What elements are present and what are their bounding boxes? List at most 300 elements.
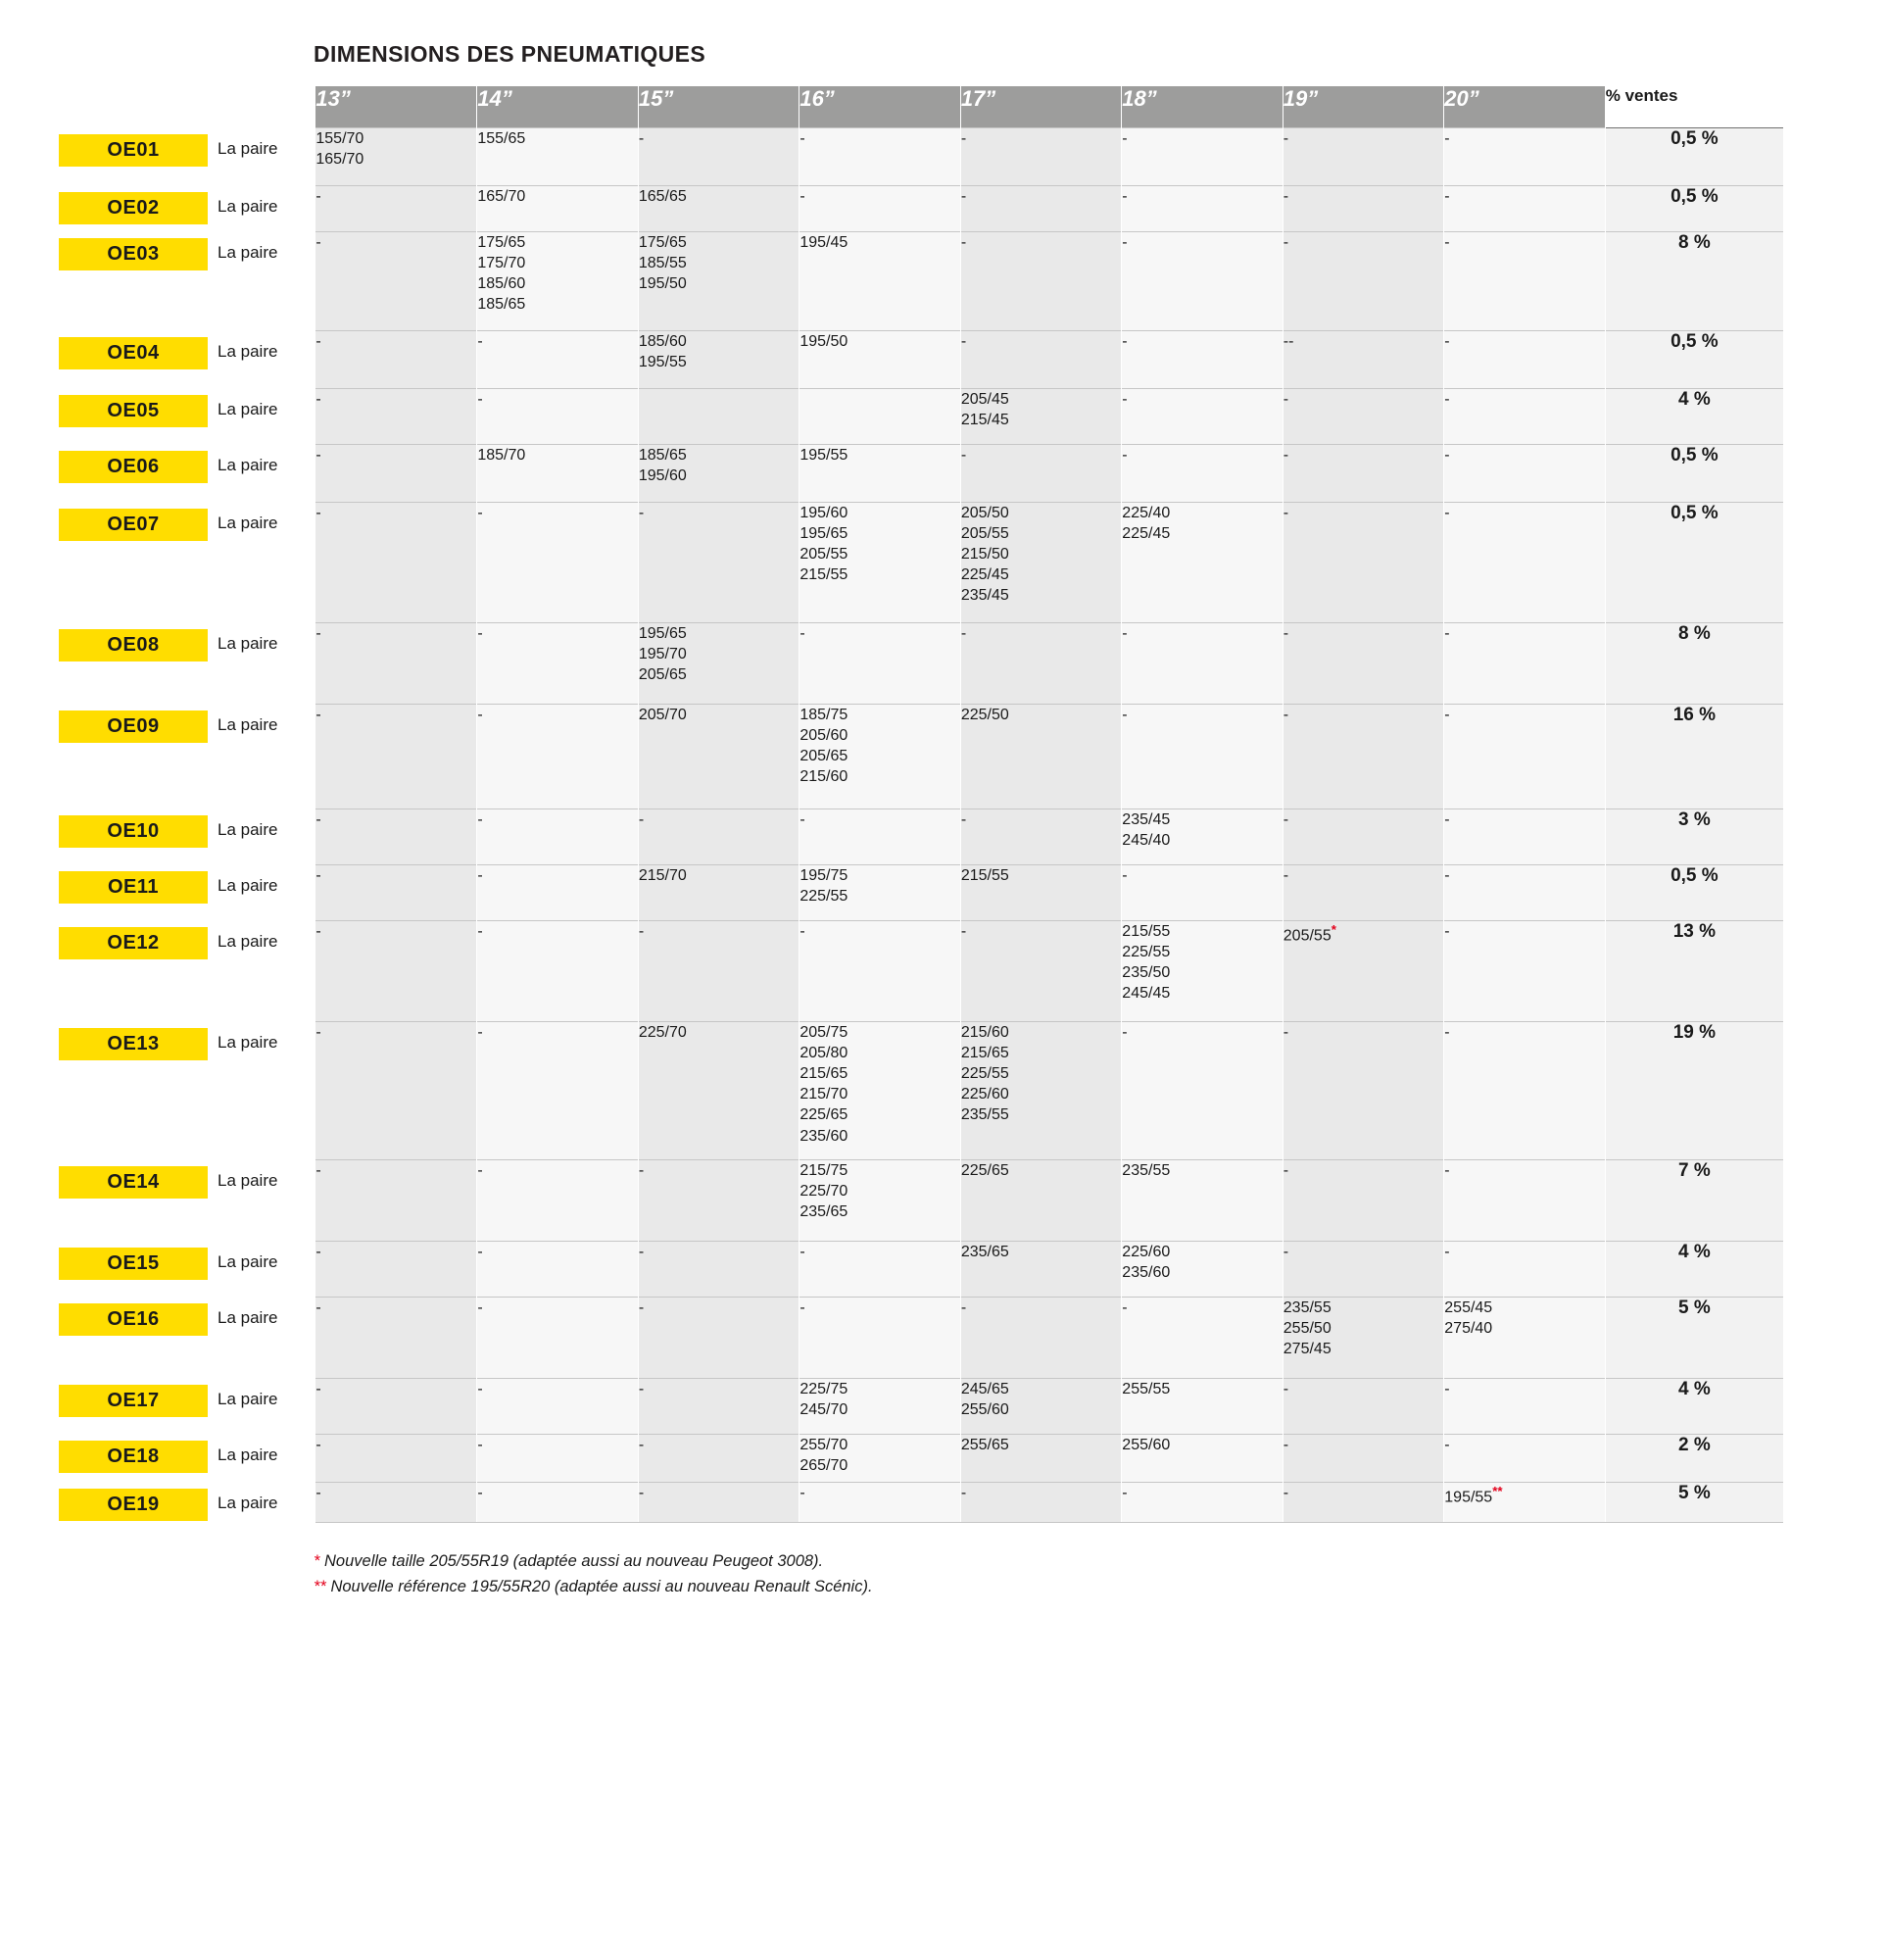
header-size-17: 17” [960, 86, 1121, 128]
size-cell [315, 1160, 476, 1242]
size-value: 265/70 [799, 1457, 848, 1475]
size-value: - [960, 234, 967, 251]
size-value: - [960, 1299, 967, 1316]
oe-code-badge: OE12 [59, 927, 208, 959]
size-cell [1283, 623, 1443, 705]
size-value: 225/70 [799, 1183, 848, 1200]
size-cell [1122, 389, 1283, 445]
size-cell [477, 705, 638, 809]
pair-label: La paire [218, 1170, 278, 1190]
size-value: - [638, 1437, 645, 1453]
size-cell [960, 921, 1121, 1022]
size-value: 225/75 [799, 1381, 848, 1397]
oe-code-badge: OE08 [59, 629, 208, 662]
size-cell [315, 623, 476, 705]
row-label-cell [59, 1298, 315, 1379]
size-value: 255/45 [1444, 1299, 1493, 1316]
table-row [59, 1483, 1783, 1523]
size-value: - [960, 333, 967, 350]
size-value: - [960, 923, 967, 940]
table-row [59, 1435, 1783, 1483]
row-label-cell [59, 1160, 315, 1242]
pair-label: La paire [218, 875, 278, 895]
percent-sales-cell: 0,5 % [1605, 503, 1783, 623]
size-value: - [638, 130, 645, 147]
pair-label: La paire [218, 714, 278, 734]
size-value: 195/45 [799, 234, 848, 251]
size-cell [638, 232, 799, 331]
size-value: - [1444, 505, 1450, 521]
pair-label: La paire [218, 931, 278, 951]
header-size-15: 15” [638, 86, 799, 128]
size-cell [1283, 232, 1443, 331]
size-value: - [1444, 130, 1450, 147]
table-row [59, 389, 1783, 445]
size-cell [1283, 1160, 1443, 1242]
size-cell [960, 1022, 1121, 1160]
size-value: - [1283, 625, 1289, 642]
size-cell [960, 865, 1121, 921]
table-header [59, 86, 1783, 128]
size-value: - [477, 1299, 483, 1316]
table-row [59, 1379, 1783, 1435]
pair-label: La paire [218, 341, 278, 361]
size-cell [315, 705, 476, 809]
size-value: - [1122, 447, 1128, 464]
size-value: 205/65 [799, 748, 848, 765]
size-value: 225/55 [1122, 944, 1171, 961]
row-label-group [59, 503, 315, 541]
pair-label: La paire [218, 1389, 278, 1408]
size-value: - [799, 923, 805, 940]
size-cell [315, 1483, 476, 1523]
row-label-group [59, 331, 315, 369]
size-cell [960, 389, 1121, 445]
size-value: - [799, 1485, 805, 1501]
size-cell [1444, 186, 1605, 232]
percent-sales-cell: 4 % [1605, 389, 1783, 445]
footnote-2-text: Nouvelle référence 195/55R20 (adaptée aussi au nouveau Renault Scénic). [330, 1578, 873, 1596]
size-cell [1283, 705, 1443, 809]
pair-label: La paire [218, 138, 278, 158]
size-value: 225/55 [960, 1065, 1009, 1083]
size-value: - [1444, 1244, 1450, 1260]
size-value: - [1283, 1381, 1289, 1397]
size-value: - [315, 1162, 321, 1179]
size-cell [477, 1242, 638, 1298]
size-value: 205/65 [638, 666, 687, 684]
size-value: 185/60 [638, 333, 687, 350]
size-value: 215/45 [960, 412, 1009, 429]
size-cell [799, 705, 960, 809]
percent-sales-cell: 0,5 % [1605, 331, 1783, 389]
size-value: - [477, 1024, 483, 1041]
size-value: - [1444, 447, 1450, 464]
oe-code-badge: OE10 [59, 815, 208, 848]
size-value: - [1283, 505, 1289, 521]
size-value: 235/45 [960, 587, 1009, 605]
row-label-group [59, 921, 315, 959]
header-size-20: 20” [1444, 86, 1605, 128]
size-cell [1122, 1435, 1283, 1483]
size-value: 215/65 [960, 1045, 1009, 1062]
size-value: 195/55** [1444, 1484, 1503, 1506]
size-cell [1283, 1435, 1443, 1483]
size-cell [1444, 445, 1605, 503]
size-value: - [1122, 625, 1128, 642]
size-cell [1122, 1022, 1283, 1160]
table-row [59, 232, 1783, 331]
size-value: - [960, 811, 967, 828]
size-cell [1122, 128, 1283, 186]
size-cell [1444, 705, 1605, 809]
table-body [59, 128, 1783, 1523]
size-value: 225/70 [638, 1024, 687, 1041]
size-value: - [477, 1437, 483, 1453]
size-cell [638, 186, 799, 232]
size-value: - [315, 867, 321, 884]
size-cell [960, 1298, 1121, 1379]
size-value: 195/65 [799, 525, 848, 543]
size-cell [1283, 865, 1443, 921]
size-cell [799, 186, 960, 232]
oe-code-badge: OE04 [59, 337, 208, 369]
size-value: - [477, 625, 483, 642]
table-row [59, 1160, 1783, 1242]
percent-sales-cell: 5 % [1605, 1298, 1783, 1379]
size-value: 205/75 [799, 1024, 848, 1041]
size-cell [960, 1483, 1121, 1523]
table-row [59, 705, 1783, 809]
size-cell [638, 623, 799, 705]
size-value: 215/50 [960, 546, 1009, 564]
size-value: - [477, 1381, 483, 1397]
size-cell [638, 865, 799, 921]
size-value: 275/45 [1283, 1341, 1332, 1358]
size-cell [477, 1379, 638, 1435]
size-value: 235/55 [1283, 1299, 1332, 1316]
size-value: 255/60 [960, 1401, 1009, 1419]
size-cell [799, 232, 960, 331]
row-label-cell [59, 445, 315, 503]
size-cell [638, 809, 799, 865]
size-cell [960, 623, 1121, 705]
size-cell [1122, 186, 1283, 232]
size-value: - [799, 188, 805, 205]
size-value: 195/50 [799, 333, 848, 350]
size-value: - [960, 1485, 967, 1501]
size-cell [477, 503, 638, 623]
size-value: 245/70 [799, 1401, 848, 1419]
size-value: - [1122, 130, 1128, 147]
row-label-group [59, 232, 315, 270]
oe-code-badge: OE15 [59, 1248, 208, 1280]
size-cell [315, 331, 476, 389]
size-value: 255/50 [1283, 1320, 1332, 1338]
size-cell [960, 1242, 1121, 1298]
size-cell [799, 503, 960, 623]
oe-code-badge: OE02 [59, 192, 208, 224]
size-value: 255/55 [1122, 1381, 1171, 1397]
size-cell [1283, 331, 1443, 389]
size-cell [1283, 503, 1443, 623]
size-value: 155/65 [477, 130, 526, 147]
footnote-2-marker: ** [314, 1578, 326, 1596]
size-value: 195/65 [638, 625, 687, 642]
size-cell [1444, 503, 1605, 623]
size-value: - [1444, 391, 1450, 408]
row-label-cell [59, 705, 315, 809]
size-cell [799, 623, 960, 705]
size-cell [799, 1242, 960, 1298]
size-value: - [1122, 234, 1128, 251]
percent-sales-cell: 8 % [1605, 623, 1783, 705]
size-value: 225/50 [960, 707, 1009, 723]
size-value: - [1444, 1381, 1450, 1397]
size-value: 195/60 [799, 505, 848, 521]
footnote-1-marker: * [314, 1552, 320, 1570]
size-value: 205/55 [960, 525, 1009, 543]
size-value: 215/55 [1122, 923, 1171, 940]
size-cell [1444, 1435, 1605, 1483]
size-value: - [1283, 130, 1289, 147]
size-cell [1444, 389, 1605, 445]
size-cell [638, 1483, 799, 1523]
row-label-group [59, 809, 315, 848]
size-cell [638, 1298, 799, 1379]
row-label-cell [59, 1483, 315, 1523]
size-cell [1283, 921, 1443, 1022]
size-value: 195/50 [638, 275, 687, 293]
row-label-cell [59, 865, 315, 921]
percent-sales-cell: 19 % [1605, 1022, 1783, 1160]
row-label-group [59, 623, 315, 662]
page-title: DIMENSIONS DES PNEUMATIQUES [314, 41, 706, 67]
size-value: - [638, 1244, 645, 1260]
header-size-16: 16” [799, 86, 960, 128]
size-cell [799, 1435, 960, 1483]
size-cell [315, 921, 476, 1022]
size-cell [1283, 1242, 1443, 1298]
size-value: 235/65 [799, 1203, 848, 1221]
oe-code-badge: OE05 [59, 395, 208, 427]
pair-label: La paire [218, 1445, 278, 1464]
size-cell [315, 809, 476, 865]
size-value: - [1283, 867, 1289, 884]
percent-sales-cell: 13 % [1605, 921, 1783, 1022]
size-cell [315, 1379, 476, 1435]
size-cell [1444, 921, 1605, 1022]
row-label-cell [59, 1435, 315, 1483]
size-value: -- [1283, 333, 1294, 350]
size-cell [1444, 623, 1605, 705]
size-cell [960, 128, 1121, 186]
size-cell [315, 503, 476, 623]
table-row [59, 809, 1783, 865]
size-value: - [1283, 188, 1289, 205]
size-value: 245/40 [1122, 832, 1171, 850]
size-value: 175/70 [477, 255, 526, 272]
size-cell [960, 331, 1121, 389]
oe-code-badge: OE19 [59, 1489, 208, 1521]
size-value: 215/55 [960, 867, 1009, 884]
size-value: - [315, 625, 321, 642]
row-label-group [59, 186, 315, 224]
size-value: 235/60 [1122, 1264, 1171, 1282]
pair-label: La paire [218, 455, 278, 474]
size-value: - [477, 811, 483, 828]
row-label-group [59, 1298, 315, 1336]
size-value: - [638, 1485, 645, 1501]
size-value: 225/65 [799, 1106, 848, 1124]
size-value: - [638, 1162, 645, 1179]
size-value: - [1283, 811, 1289, 828]
size-value: 205/55 [799, 546, 848, 564]
size-cell [315, 1435, 476, 1483]
size-value: - [1122, 867, 1128, 884]
size-value: - [1283, 1437, 1289, 1453]
size-cell [315, 1022, 476, 1160]
size-value: 195/55 [638, 354, 687, 371]
size-value: - [315, 1024, 321, 1041]
percent-sales-cell: 0,5 % [1605, 186, 1783, 232]
size-value: 225/55 [799, 888, 848, 906]
size-value: - [638, 1299, 645, 1316]
size-value: - [1283, 391, 1289, 408]
size-cell [960, 1435, 1121, 1483]
pair-label: La paire [218, 399, 278, 418]
size-value: - [477, 1485, 483, 1501]
size-value: - [799, 130, 805, 147]
table-row [59, 331, 1783, 389]
row-label-cell [59, 1242, 315, 1298]
percent-sales-cell: 0,5 % [1605, 128, 1783, 186]
size-value: 235/65 [960, 1244, 1009, 1260]
size-cell [960, 445, 1121, 503]
size-value: 225/40 [1122, 505, 1171, 521]
row-label-group [59, 128, 315, 167]
size-cell [1444, 1298, 1605, 1379]
size-value: 235/55 [1122, 1162, 1171, 1179]
table-row [59, 1298, 1783, 1379]
size-value: 205/55* [1283, 922, 1336, 945]
table-row [59, 186, 1783, 232]
size-value: - [477, 505, 483, 521]
table-row [59, 921, 1783, 1022]
header-corner-blank [59, 86, 315, 128]
oe-code-badge: OE14 [59, 1166, 208, 1199]
size-cell [1283, 809, 1443, 865]
tyre-dimensions-table-wrapper [59, 86, 1783, 1523]
size-cell [477, 1483, 638, 1523]
size-value: 185/75 [799, 707, 848, 723]
row-label-cell [59, 921, 315, 1022]
size-value: - [315, 1485, 321, 1501]
oe-code-badge: OE11 [59, 871, 208, 904]
pair-label: La paire [218, 1307, 278, 1327]
tyre-dimensions-table [59, 86, 1783, 1523]
size-value: - [799, 1299, 805, 1316]
row-label-cell [59, 128, 315, 186]
oe-code-badge: OE13 [59, 1028, 208, 1060]
size-value: 225/65 [960, 1162, 1009, 1179]
size-value: 225/45 [1122, 525, 1171, 543]
percent-sales-cell: 0,5 % [1605, 865, 1783, 921]
size-value: - [1283, 1244, 1289, 1260]
percent-sales-cell: 2 % [1605, 1435, 1783, 1483]
footnotes [314, 1548, 1889, 1600]
size-value: - [315, 391, 321, 408]
size-value: - [1444, 923, 1450, 940]
percent-sales-cell: 4 % [1605, 1242, 1783, 1298]
size-value: - [960, 447, 967, 464]
size-value: 225/45 [960, 566, 1009, 584]
size-value: 235/45 [1122, 811, 1171, 828]
row-label-cell [59, 623, 315, 705]
size-cell [477, 623, 638, 705]
pair-label: La paire [218, 513, 278, 532]
size-cell [1444, 128, 1605, 186]
row-label-cell [59, 232, 315, 331]
size-value: 185/55 [638, 255, 687, 272]
size-cell [1122, 331, 1283, 389]
size-cell [1122, 865, 1283, 921]
size-value: - [477, 333, 483, 350]
size-value: 215/60 [960, 1024, 1009, 1041]
size-cell [1283, 1298, 1443, 1379]
size-value: - [477, 923, 483, 940]
size-cell [638, 445, 799, 503]
size-value: 205/70 [638, 707, 687, 723]
size-value: - [315, 1381, 321, 1397]
row-label-group [59, 1435, 315, 1473]
table-row [59, 865, 1783, 921]
pair-label: La paire [218, 1251, 278, 1271]
size-cell [638, 1435, 799, 1483]
size-cell [477, 445, 638, 503]
size-cell [799, 1379, 960, 1435]
size-cell [1122, 445, 1283, 503]
size-value: - [799, 625, 805, 642]
size-cell [960, 809, 1121, 865]
size-cell [799, 389, 960, 445]
size-cell [477, 809, 638, 865]
table-row [59, 1022, 1783, 1160]
size-cell [315, 1298, 476, 1379]
size-cell [638, 705, 799, 809]
size-value: - [1444, 188, 1450, 205]
size-value: 215/60 [799, 768, 848, 786]
size-cell [799, 445, 960, 503]
size-value: 195/55 [799, 447, 848, 464]
size-cell [315, 865, 476, 921]
size-value: - [477, 1244, 483, 1260]
size-cell [1283, 128, 1443, 186]
footnote-1 [314, 1548, 1889, 1574]
size-value: 165/65 [638, 188, 687, 205]
size-value: - [799, 811, 805, 828]
table-row [59, 128, 1783, 186]
size-cell [315, 232, 476, 331]
header-size-18: 18” [1122, 86, 1283, 128]
size-cell [477, 186, 638, 232]
size-value: 175/65 [638, 234, 687, 251]
size-cell [960, 1379, 1121, 1435]
size-cell [1122, 503, 1283, 623]
size-value: - [799, 1244, 805, 1260]
size-cell [477, 1435, 638, 1483]
size-cell [638, 1242, 799, 1298]
